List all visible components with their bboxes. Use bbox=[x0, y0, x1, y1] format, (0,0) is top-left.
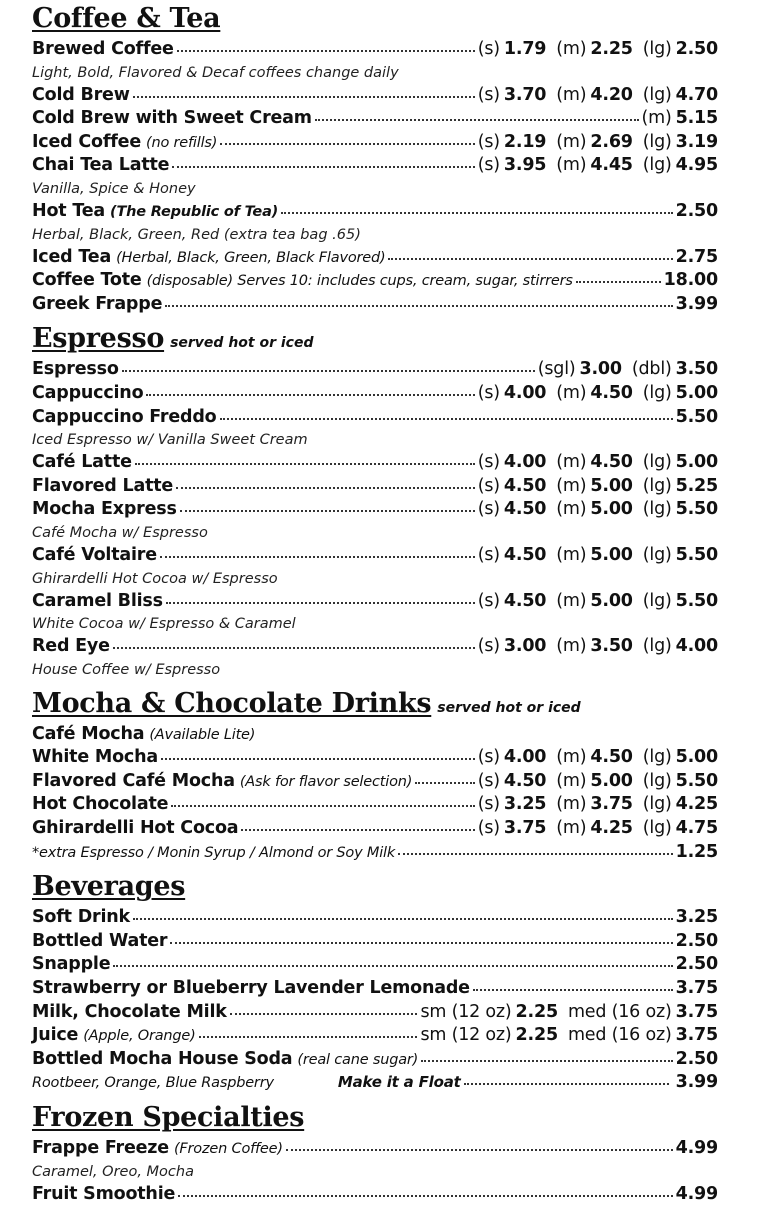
price-value: 2.19 bbox=[503, 131, 547, 152]
item-name: Iced Tea bbox=[32, 246, 112, 267]
price-size: (sgl) bbox=[537, 359, 576, 380]
price-value: 4.00 bbox=[503, 452, 547, 473]
section-title-beverages bbox=[32, 868, 718, 906]
dot-leader bbox=[199, 1036, 418, 1038]
price-value: 2.50 bbox=[675, 1048, 718, 1069]
price-value: 3.70 bbox=[503, 84, 547, 105]
menu-item-soft-drink bbox=[32, 906, 718, 930]
section-title-text: Beverages bbox=[32, 871, 186, 903]
item-prices bbox=[478, 635, 718, 659]
item-description: Café Mocha w/ Espresso bbox=[32, 524, 208, 541]
item-name: *extra Espresso / Monin Syrup / Almond or Soy Milk bbox=[32, 844, 396, 861]
section-title-coffee-tea bbox=[32, 0, 718, 38]
dot-leader bbox=[388, 258, 672, 260]
price-value: 4.25 bbox=[590, 818, 633, 839]
item-prices bbox=[478, 817, 718, 841]
price-value: 5.00 bbox=[590, 475, 633, 496]
price-size: (lg) bbox=[642, 818, 672, 839]
item-name: Cold Brew bbox=[32, 84, 130, 105]
item-prices bbox=[676, 200, 718, 224]
price-size: (m) bbox=[556, 452, 587, 473]
price-size: (lg) bbox=[642, 590, 672, 611]
price-value: 5.50 bbox=[675, 590, 718, 611]
dot-leader bbox=[421, 1060, 672, 1062]
price-value: 3.00 bbox=[503, 636, 547, 657]
price-value: 5.50 bbox=[675, 770, 718, 791]
item-note: (no refills) bbox=[146, 134, 218, 151]
item-name: Flavored Café Mocha bbox=[32, 770, 235, 791]
price-value: 2.50 bbox=[675, 200, 718, 221]
menu-item-flavored-latte bbox=[32, 475, 718, 499]
item-prices bbox=[478, 131, 718, 155]
item-name: Juice bbox=[32, 1025, 79, 1046]
price-value: 2.69 bbox=[590, 131, 633, 152]
item-prices bbox=[420, 1024, 718, 1048]
price-value: 5.00 bbox=[590, 590, 633, 611]
item-name: Coffee Tote bbox=[32, 270, 142, 291]
section-subtitle: served hot or iced bbox=[437, 699, 581, 716]
menu-item-espresso bbox=[32, 358, 718, 382]
price-value: 3.99 bbox=[675, 293, 718, 314]
price-value: 3.75 bbox=[503, 818, 547, 839]
item-name: Café Voltaire bbox=[32, 544, 157, 565]
price-size: (lg) bbox=[642, 794, 672, 815]
dot-leader bbox=[281, 212, 673, 214]
price-size: (m) bbox=[556, 84, 587, 105]
price-size: (lg) bbox=[642, 155, 672, 176]
item-name: Cappuccino Freddo bbox=[32, 406, 217, 427]
price-size: (m) bbox=[556, 636, 587, 657]
menu-item-cafe-mocha bbox=[32, 723, 718, 747]
price-size: (s) bbox=[477, 475, 500, 496]
price-value: 1.25 bbox=[675, 841, 718, 862]
price-value: 3.95 bbox=[503, 155, 547, 176]
section-title-text: Mocha & Chocolate Drinks bbox=[32, 687, 432, 719]
item-note: (Apple, Orange) bbox=[83, 1028, 196, 1045]
item-description: Iced Espresso w/ Vanilla Sweet Cream bbox=[32, 432, 308, 449]
price-value: 4.50 bbox=[590, 747, 633, 768]
price-size: (s) bbox=[477, 770, 500, 791]
price-size: (m) bbox=[556, 544, 587, 565]
dot-leader bbox=[113, 647, 475, 649]
item-name: Café Latte bbox=[32, 452, 132, 473]
price-value: 2.50 bbox=[675, 930, 718, 951]
dot-leader bbox=[160, 556, 475, 558]
item-name: Cappuccino bbox=[32, 382, 144, 403]
price-size: (s) bbox=[477, 794, 500, 815]
menu-item-hot-chocolate bbox=[32, 793, 718, 817]
price-value: 4.95 bbox=[675, 155, 718, 176]
item-prices bbox=[478, 544, 718, 568]
menu-item-juice bbox=[32, 1024, 718, 1048]
item-prices bbox=[642, 107, 719, 131]
section-title-frozen-specialties bbox=[32, 1099, 718, 1137]
item-prices bbox=[478, 793, 718, 817]
price-value: 3.50 bbox=[675, 359, 718, 380]
price-value: 5.00 bbox=[675, 747, 718, 768]
dot-leader bbox=[576, 281, 661, 283]
price-value: 5.00 bbox=[675, 452, 718, 473]
item-note: (Herbal, Black, Green, Black Flavored) bbox=[116, 249, 386, 266]
dot-leader bbox=[464, 1083, 669, 1085]
dot-leader bbox=[171, 805, 474, 807]
menu-item-cold-brew bbox=[32, 84, 718, 108]
price-size: (lg) bbox=[642, 770, 672, 791]
price-value: 2.50 bbox=[675, 954, 718, 975]
dot-leader bbox=[170, 942, 672, 944]
item-description: White Cocoa w/ Espresso & Caramel bbox=[32, 616, 296, 633]
price-size: (s) bbox=[477, 382, 500, 403]
item-prices bbox=[676, 841, 718, 865]
dot-leader bbox=[122, 370, 535, 372]
price-value: 3.00 bbox=[579, 359, 622, 380]
dot-leader bbox=[146, 394, 474, 396]
dot-leader bbox=[286, 1149, 673, 1151]
dot-leader bbox=[165, 305, 672, 307]
price-value: 4.50 bbox=[590, 452, 633, 473]
price-size: (lg) bbox=[642, 499, 672, 520]
menu-item-red-eye bbox=[32, 635, 718, 659]
item-prices bbox=[478, 154, 718, 178]
menu-item-iced-tea bbox=[32, 246, 718, 270]
price-value: 3.19 bbox=[675, 131, 718, 152]
price-value: 5.50 bbox=[675, 544, 718, 565]
price-size: (lg) bbox=[642, 131, 672, 152]
item-note: (real cane sugar) bbox=[297, 1051, 419, 1068]
price-value: 4.99 bbox=[675, 1138, 718, 1158]
item-name: White Mocha bbox=[32, 747, 158, 768]
price-size: (m) bbox=[556, 747, 587, 768]
item-name: Café Mocha bbox=[32, 723, 145, 744]
price-size: (dbl) bbox=[631, 359, 672, 380]
dot-leader bbox=[133, 96, 475, 98]
price-value: 4.75 bbox=[675, 818, 718, 839]
dot-leader bbox=[315, 119, 639, 121]
price-value: 2.50 bbox=[675, 39, 718, 59]
item-name: Fruit Smoothie bbox=[32, 1183, 176, 1204]
price-size: (lg) bbox=[642, 84, 672, 105]
price-value: 4.50 bbox=[503, 544, 547, 565]
item-name: Frappe Freeze bbox=[32, 1138, 169, 1158]
menu-item-bottled-water bbox=[32, 930, 718, 954]
item-prices bbox=[676, 246, 718, 270]
price-size: (s) bbox=[477, 636, 500, 657]
section-title-text: Coffee & Tea bbox=[32, 3, 221, 34]
price-size: (m) bbox=[556, 131, 587, 152]
item-prices bbox=[478, 451, 718, 475]
dot-leader bbox=[135, 463, 475, 465]
item-prices bbox=[478, 746, 718, 770]
item-prices bbox=[676, 930, 718, 954]
menu-item-coffee-tote bbox=[32, 269, 718, 293]
item-name: Snapple bbox=[32, 954, 111, 975]
section-title-espresso bbox=[32, 320, 718, 358]
price-size: (s) bbox=[477, 818, 500, 839]
menu-item-cafe-voltaire bbox=[32, 544, 718, 568]
price-size: (s) bbox=[477, 84, 500, 105]
section-title-mocha-chocolate-drinks bbox=[32, 685, 718, 723]
price-value: 18.00 bbox=[663, 270, 718, 291]
item-prices bbox=[538, 358, 718, 382]
price-size: (m) bbox=[556, 770, 587, 791]
price-value: 3.99 bbox=[675, 1072, 718, 1093]
float-row bbox=[32, 1071, 718, 1095]
item-name: Brewed Coffee bbox=[32, 39, 174, 59]
price-size: (s) bbox=[477, 544, 500, 565]
item-prices bbox=[420, 1001, 718, 1025]
item-name: Soft Drink bbox=[32, 907, 130, 928]
menu-item-brewed-coffee bbox=[32, 38, 718, 62]
price-value: 3.25 bbox=[675, 907, 718, 928]
item-name: Espresso bbox=[32, 359, 119, 380]
price-size: sm (12 oz) bbox=[420, 1001, 512, 1022]
item-name: Mocha Express bbox=[32, 499, 177, 520]
price-size: (s) bbox=[477, 499, 500, 520]
dot-leader bbox=[113, 965, 672, 967]
menu-item-strawberry-or-blueberry-lavender-lemonad bbox=[32, 977, 718, 1001]
price-size: (lg) bbox=[642, 39, 672, 59]
item-note: (Ask for flavor selection) bbox=[239, 773, 413, 790]
item-prices bbox=[672, 1071, 718, 1095]
price-size: (s) bbox=[477, 747, 500, 768]
item-description: Caramel, Oreo, Mocha bbox=[32, 1163, 194, 1180]
dot-leader bbox=[178, 1195, 672, 1197]
item-name: Greek Frappe bbox=[32, 293, 163, 314]
menu-item-milk-chocolate-milk bbox=[32, 1001, 718, 1025]
price-value: 4.50 bbox=[590, 382, 633, 403]
item-prices bbox=[676, 906, 718, 930]
price-value: 4.50 bbox=[503, 590, 547, 611]
item-prices bbox=[478, 84, 718, 108]
price-size: (m) bbox=[556, 590, 587, 611]
price-size: sm (12 oz) bbox=[420, 1025, 512, 1046]
price-size: (m) bbox=[641, 108, 672, 129]
price-value: 5.00 bbox=[675, 382, 718, 403]
item-name: Bottled Water bbox=[32, 930, 168, 951]
section-subtitle: served hot or iced bbox=[170, 335, 314, 352]
price-value: 3.75 bbox=[675, 1001, 718, 1022]
dot-leader bbox=[241, 829, 474, 831]
dot-leader bbox=[415, 782, 475, 784]
item-description: Light, Bold, Flavored & Decaf coffees change daily bbox=[32, 64, 399, 81]
price-size: (s) bbox=[477, 590, 500, 611]
price-value: 5.00 bbox=[590, 544, 633, 565]
item-note: (Frozen Coffee) bbox=[173, 1141, 283, 1157]
price-value: 3.75 bbox=[675, 1025, 718, 1046]
price-value: 3.25 bbox=[503, 794, 547, 815]
price-size: (m) bbox=[556, 475, 587, 496]
price-size: (lg) bbox=[642, 636, 672, 657]
price-value: 1.79 bbox=[503, 39, 547, 59]
price-value: 4.20 bbox=[590, 84, 633, 105]
dot-leader bbox=[180, 510, 475, 512]
price-size: (lg) bbox=[642, 475, 672, 496]
price-value: 4.00 bbox=[503, 747, 547, 768]
menu-item-frappe-freeze bbox=[32, 1137, 718, 1161]
item-prices bbox=[478, 770, 718, 794]
menu-item-bottled-mocha-house-soda bbox=[32, 1048, 718, 1072]
price-size: (s) bbox=[477, 39, 500, 59]
price-size: (s) bbox=[477, 131, 500, 152]
section-title-text: Frozen Specialties bbox=[32, 1102, 305, 1133]
item-name: Flavored Latte bbox=[32, 475, 174, 496]
item-name: Chai Tea Latte bbox=[32, 155, 170, 176]
price-size: (m) bbox=[556, 499, 587, 520]
price-size: (lg) bbox=[642, 452, 672, 473]
dot-leader bbox=[473, 989, 673, 991]
price-value: 2.25 bbox=[590, 39, 633, 59]
menu-item-ghirardelli-hot-cocoa bbox=[32, 817, 718, 841]
price-value: 4.50 bbox=[503, 475, 547, 496]
price-size: (lg) bbox=[642, 382, 672, 403]
price-value: 5.50 bbox=[675, 499, 718, 520]
item-prices bbox=[478, 475, 718, 499]
menu-item-cold-brew-with-sweet-cream bbox=[32, 107, 718, 131]
menu-item-flavored-cafe-mocha bbox=[32, 770, 718, 794]
price-value: 2.75 bbox=[675, 246, 718, 267]
dot-leader bbox=[133, 918, 673, 920]
item-name: Strawberry or Blueberry Lavender Lemonade bbox=[32, 978, 470, 999]
item-prices bbox=[664, 269, 718, 293]
item-description: Vanilla, Spice & Honey bbox=[32, 180, 196, 197]
item-name: Hot Chocolate bbox=[32, 794, 169, 815]
item-name: Ghirardelli Hot Cocoa bbox=[32, 818, 239, 839]
price-size: (s) bbox=[477, 155, 500, 176]
price-value: 3.75 bbox=[590, 794, 633, 815]
price-size: (lg) bbox=[642, 544, 672, 565]
price-value: 4.50 bbox=[503, 499, 547, 520]
menu-item-extra-espresso-monin-syrup-almond-or-soy bbox=[32, 841, 718, 865]
menu-item-cappuccino-freddo bbox=[32, 406, 718, 430]
menu-item-snapple bbox=[32, 953, 718, 977]
item-description: Ghirardelli Hot Cocoa w/ Espresso bbox=[32, 570, 278, 587]
menu-item-greek-frappe bbox=[32, 293, 718, 317]
price-size: med (16 oz) bbox=[567, 1001, 672, 1022]
float-label: Make it a Float bbox=[337, 1073, 461, 1092]
price-size: (m) bbox=[556, 382, 587, 403]
price-size: (lg) bbox=[642, 747, 672, 768]
price-value: 4.50 bbox=[503, 770, 547, 791]
dot-leader bbox=[176, 487, 475, 489]
price-value: 4.99 bbox=[675, 1183, 718, 1204]
item-prices bbox=[478, 590, 718, 614]
price-value: 5.25 bbox=[675, 475, 718, 496]
menu-item-fruit-smoothie bbox=[32, 1183, 718, 1207]
item-prices bbox=[676, 1183, 718, 1207]
price-size: (m) bbox=[556, 39, 587, 59]
price-value: 5.00 bbox=[590, 499, 633, 520]
dot-leader bbox=[398, 853, 673, 855]
dot-leader bbox=[177, 50, 475, 52]
price-value: 3.50 bbox=[590, 636, 633, 657]
item-description: Herbal, Black, Green, Red (extra tea bag .65) bbox=[32, 226, 361, 243]
dot-leader bbox=[161, 758, 475, 760]
price-size: (m) bbox=[556, 818, 587, 839]
menu-item-hot-tea bbox=[32, 200, 718, 224]
dot-leader bbox=[220, 418, 673, 420]
item-name: Milk, Chocolate Milk bbox=[32, 1001, 227, 1022]
item-prices bbox=[676, 1137, 718, 1161]
menu-item-white-mocha bbox=[32, 746, 718, 770]
price-value: 2.25 bbox=[515, 1001, 558, 1022]
item-note: (The Republic of Tea) bbox=[110, 203, 279, 220]
price-value: 4.25 bbox=[675, 794, 718, 815]
menu-item-chai-tea-latte bbox=[32, 154, 718, 178]
price-size: med (16 oz) bbox=[567, 1025, 672, 1046]
price-value: 4.70 bbox=[675, 84, 718, 105]
item-name: Caramel Bliss bbox=[32, 590, 163, 611]
item-prices bbox=[478, 38, 718, 62]
item-prices bbox=[676, 1048, 718, 1072]
price-value: 5.15 bbox=[675, 108, 718, 129]
item-note: (Available Lite) bbox=[149, 726, 256, 743]
menu-item-cappuccino bbox=[32, 382, 718, 406]
menu-item-mocha-express bbox=[32, 498, 718, 522]
menu-item-caramel-bliss bbox=[32, 590, 718, 614]
item-name: Bottled Mocha House Soda bbox=[32, 1048, 293, 1069]
dot-leader bbox=[166, 602, 475, 604]
price-value: 4.45 bbox=[590, 155, 633, 176]
price-value: 4.00 bbox=[675, 636, 718, 657]
price-size: (m) bbox=[556, 155, 587, 176]
price-value: 5.00 bbox=[590, 770, 633, 791]
item-prices bbox=[676, 406, 718, 430]
item-note: (disposable) Serves 10: includes cups, cream, sugar, stirrers bbox=[146, 273, 573, 290]
price-value: 2.25 bbox=[515, 1025, 558, 1046]
menu-item-iced-coffee bbox=[32, 131, 718, 155]
price-value: 3.75 bbox=[675, 978, 718, 999]
item-prices bbox=[478, 498, 718, 522]
price-value: 4.00 bbox=[503, 382, 547, 403]
price-size: (m) bbox=[556, 794, 587, 815]
item-name: Iced Coffee bbox=[32, 131, 142, 152]
item-prices bbox=[676, 293, 718, 317]
float-flavors: Rootbeer, Orange, Blue Raspberry bbox=[32, 1075, 274, 1092]
item-name: Hot Tea bbox=[32, 200, 106, 221]
price-size: (s) bbox=[477, 452, 500, 473]
price-value: 5.50 bbox=[675, 406, 718, 427]
dot-leader bbox=[172, 166, 474, 168]
dot-leader bbox=[220, 143, 474, 145]
item-name: Red Eye bbox=[32, 636, 110, 657]
menu bbox=[32, 0, 718, 1206]
item-name: Cold Brew with Sweet Cream bbox=[32, 108, 312, 129]
item-prices bbox=[676, 953, 718, 977]
menu-item-cafe-latte bbox=[32, 451, 718, 475]
dot-leader bbox=[230, 1013, 418, 1015]
section-title-text: Espresso bbox=[32, 323, 165, 355]
item-prices bbox=[676, 977, 718, 1001]
item-prices bbox=[478, 382, 718, 406]
item-description: House Coffee w/ Espresso bbox=[32, 661, 221, 678]
